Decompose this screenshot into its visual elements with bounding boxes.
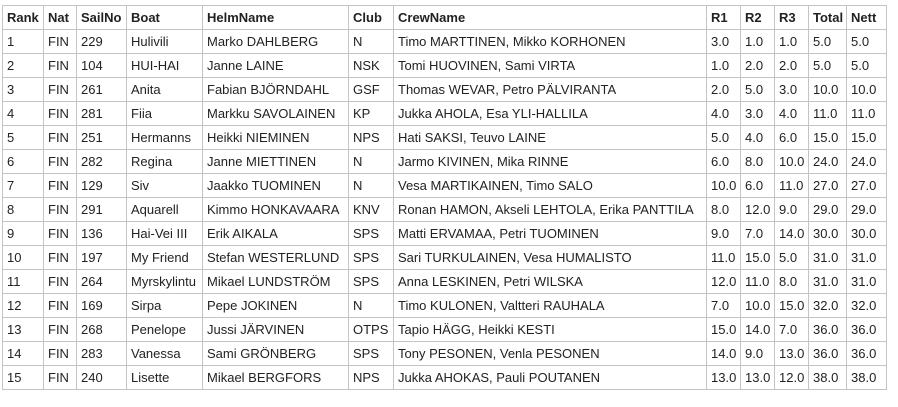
cell-total: 30.0	[809, 222, 847, 246]
cell-rank: 10	[3, 246, 44, 270]
cell-rank: 3	[3, 78, 44, 102]
results-table-container	[2, 5, 887, 390]
cell-r1: 10.0	[707, 174, 741, 198]
cell-r1: 1.0	[707, 54, 741, 78]
cell-sailno: 261	[77, 78, 127, 102]
cell-total: 15.0	[809, 126, 847, 150]
cell-r1: 2.0	[707, 78, 741, 102]
cell-r2: 4.0	[741, 126, 775, 150]
cell-helm-name: Pepe JOKINEN	[203, 294, 349, 318]
column-header-r2: R2	[741, 6, 775, 30]
table-row	[3, 126, 887, 150]
cell-rank: 6	[3, 150, 44, 174]
cell-sailno: 282	[77, 150, 127, 174]
cell-nett: 38.0	[847, 366, 887, 390]
cell-boat: My Friend	[127, 246, 203, 270]
cell-r2: 10.0	[741, 294, 775, 318]
table-row	[3, 342, 887, 366]
column-header-r3: R3	[775, 6, 809, 30]
table-row	[3, 102, 887, 126]
cell-boat: Regina	[127, 150, 203, 174]
cell-nett: 24.0	[847, 150, 887, 174]
cell-rank: 7	[3, 174, 44, 198]
cell-rank: 14	[3, 342, 44, 366]
column-header-crew-name: CrewName	[394, 6, 707, 30]
cell-crew-name: Timo MARTTINEN, Mikko KORHONEN	[394, 30, 707, 54]
cell-nat: FIN	[44, 270, 77, 294]
cell-sailno: 104	[77, 54, 127, 78]
cell-club: NSK	[349, 54, 394, 78]
table-row	[3, 318, 887, 342]
cell-helm-name: Janne LAINE	[203, 54, 349, 78]
cell-r1: 6.0	[707, 150, 741, 174]
cell-r3: 15.0	[775, 294, 809, 318]
cell-boat: Vanessa	[127, 342, 203, 366]
cell-boat: Myrskylintu	[127, 270, 203, 294]
cell-nett: 30.0	[847, 222, 887, 246]
cell-r2: 9.0	[741, 342, 775, 366]
cell-boat: Hai-Vei III	[127, 222, 203, 246]
cell-crew-name: Thomas WEVAR, Petro PÄLVIRANTA	[394, 78, 707, 102]
cell-total: 32.0	[809, 294, 847, 318]
cell-r2: 6.0	[741, 174, 775, 198]
cell-nett: 36.0	[847, 318, 887, 342]
cell-helm-name: Jaakko TUOMINEN	[203, 174, 349, 198]
table-row	[3, 30, 887, 54]
cell-rank: 1	[3, 30, 44, 54]
cell-nett: 31.0	[847, 246, 887, 270]
table-body	[3, 30, 887, 390]
cell-helm-name: Mikael LUNDSTRÖM	[203, 270, 349, 294]
cell-crew-name: Ronan HAMON, Akseli LEHTOLA, Erika PANTTILA	[394, 198, 707, 222]
cell-crew-name: Tomi HUOVINEN, Sami VIRTA	[394, 54, 707, 78]
table-row	[3, 78, 887, 102]
cell-rank: 11	[3, 270, 44, 294]
cell-helm-name: Markku SAVOLAINEN	[203, 102, 349, 126]
cell-helm-name: Sami GRÖNBERG	[203, 342, 349, 366]
cell-helm-name: Erik AIKALA	[203, 222, 349, 246]
cell-nat: FIN	[44, 126, 77, 150]
cell-nat: FIN	[44, 30, 77, 54]
cell-r1: 8.0	[707, 198, 741, 222]
cell-sailno: 268	[77, 318, 127, 342]
cell-crew-name: Matti ERVAMAA, Petri TUOMINEN	[394, 222, 707, 246]
column-header-boat: Boat	[127, 6, 203, 30]
cell-club: NPS	[349, 126, 394, 150]
cell-r2: 14.0	[741, 318, 775, 342]
cell-total: 5.0	[809, 54, 847, 78]
cell-nat: FIN	[44, 78, 77, 102]
cell-r3: 11.0	[775, 174, 809, 198]
table-row	[3, 174, 887, 198]
cell-sailno: 197	[77, 246, 127, 270]
cell-r1: 9.0	[707, 222, 741, 246]
cell-r3: 8.0	[775, 270, 809, 294]
cell-rank: 2	[3, 54, 44, 78]
cell-rank: 4	[3, 102, 44, 126]
cell-r3: 13.0	[775, 342, 809, 366]
cell-club: N	[349, 150, 394, 174]
cell-r2: 8.0	[741, 150, 775, 174]
column-header-total: Total	[809, 6, 847, 30]
cell-club: SPS	[349, 246, 394, 270]
cell-crew-name: Sari TURKULAINEN, Vesa HUMALISTO	[394, 246, 707, 270]
cell-total: 11.0	[809, 102, 847, 126]
cell-club: NPS	[349, 366, 394, 390]
cell-r1: 7.0	[707, 294, 741, 318]
cell-total: 31.0	[809, 270, 847, 294]
cell-crew-name: Tony PESONEN, Venla PESONEN	[394, 342, 707, 366]
cell-nat: FIN	[44, 102, 77, 126]
cell-boat: Sirpa	[127, 294, 203, 318]
cell-helm-name: Janne MIETTINEN	[203, 150, 349, 174]
cell-boat: Siv	[127, 174, 203, 198]
cell-nett: 15.0	[847, 126, 887, 150]
cell-crew-name: Jarmo KIVINEN, Mika RINNE	[394, 150, 707, 174]
cell-r1: 11.0	[707, 246, 741, 270]
cell-r1: 15.0	[707, 318, 741, 342]
table-row	[3, 222, 887, 246]
cell-nat: FIN	[44, 174, 77, 198]
cell-helm-name: Mikael BERGFORS	[203, 366, 349, 390]
cell-r2: 11.0	[741, 270, 775, 294]
cell-sailno: 169	[77, 294, 127, 318]
cell-crew-name: Tapio HÄGG, Heikki KESTI	[394, 318, 707, 342]
table-row	[3, 366, 887, 390]
cell-r1: 4.0	[707, 102, 741, 126]
cell-nat: FIN	[44, 294, 77, 318]
cell-boat: Anita	[127, 78, 203, 102]
cell-r3: 10.0	[775, 150, 809, 174]
cell-r2: 3.0	[741, 102, 775, 126]
cell-r2: 12.0	[741, 198, 775, 222]
cell-total: 29.0	[809, 198, 847, 222]
cell-total: 5.0	[809, 30, 847, 54]
cell-nett: 27.0	[847, 174, 887, 198]
cell-club: GSF	[349, 78, 394, 102]
cell-r1: 12.0	[707, 270, 741, 294]
cell-r3: 12.0	[775, 366, 809, 390]
cell-helm-name: Jussi JÄRVINEN	[203, 318, 349, 342]
cell-boat: Hulivili	[127, 30, 203, 54]
cell-club: SPS	[349, 270, 394, 294]
cell-club: KNV	[349, 198, 394, 222]
cell-nett: 29.0	[847, 198, 887, 222]
column-header-r1: R1	[707, 6, 741, 30]
table-row	[3, 246, 887, 270]
cell-nat: FIN	[44, 366, 77, 390]
cell-r1: 5.0	[707, 126, 741, 150]
cell-club: SPS	[349, 222, 394, 246]
cell-sailno: 229	[77, 30, 127, 54]
cell-r3: 3.0	[775, 78, 809, 102]
cell-nat: FIN	[44, 222, 77, 246]
column-header-helm-name: HelmName	[203, 6, 349, 30]
cell-r3: 9.0	[775, 198, 809, 222]
cell-boat: Penelope	[127, 318, 203, 342]
results-table	[2, 5, 887, 390]
cell-nett: 11.0	[847, 102, 887, 126]
cell-total: 27.0	[809, 174, 847, 198]
column-header-nat: Nat	[44, 6, 77, 30]
cell-sailno: 251	[77, 126, 127, 150]
column-header-rank: Rank	[3, 6, 44, 30]
cell-nat: FIN	[44, 342, 77, 366]
cell-boat: HUI-HAI	[127, 54, 203, 78]
cell-boat: Lisette	[127, 366, 203, 390]
column-header-nett: Nett	[847, 6, 887, 30]
cell-crew-name: Vesa MARTIKAINEN, Timo SALO	[394, 174, 707, 198]
cell-rank: 5	[3, 126, 44, 150]
cell-crew-name: Jukka AHOLA, Esa YLI-HALLILA	[394, 102, 707, 126]
cell-r1: 3.0	[707, 30, 741, 54]
cell-nett: 5.0	[847, 30, 887, 54]
column-header-sailno: SailNo	[77, 6, 127, 30]
cell-nett: 10.0	[847, 78, 887, 102]
cell-nat: FIN	[44, 150, 77, 174]
cell-total: 10.0	[809, 78, 847, 102]
cell-r2: 7.0	[741, 222, 775, 246]
cell-rank: 8	[3, 198, 44, 222]
cell-total: 36.0	[809, 318, 847, 342]
cell-r3: 14.0	[775, 222, 809, 246]
table-row	[3, 150, 887, 174]
cell-nat: FIN	[44, 54, 77, 78]
cell-helm-name: Fabian BJÖRNDAHL	[203, 78, 349, 102]
cell-r2: 13.0	[741, 366, 775, 390]
cell-club: SPS	[349, 342, 394, 366]
cell-total: 24.0	[809, 150, 847, 174]
cell-club: N	[349, 30, 394, 54]
cell-club: OTPS	[349, 318, 394, 342]
cell-r3: 6.0	[775, 126, 809, 150]
cell-nat: FIN	[44, 318, 77, 342]
cell-nett: 32.0	[847, 294, 887, 318]
cell-helm-name: Heikki NIEMINEN	[203, 126, 349, 150]
cell-helm-name: Kimmo HONKAVAARA	[203, 198, 349, 222]
cell-sailno: 291	[77, 198, 127, 222]
cell-nett: 31.0	[847, 270, 887, 294]
cell-rank: 12	[3, 294, 44, 318]
cell-boat: Aquarell	[127, 198, 203, 222]
cell-r3: 7.0	[775, 318, 809, 342]
cell-nat: FIN	[44, 246, 77, 270]
cell-boat: Fiia	[127, 102, 203, 126]
cell-helm-name: Stefan WESTERLUND	[203, 246, 349, 270]
cell-sailno: 240	[77, 366, 127, 390]
cell-club: N	[349, 294, 394, 318]
column-header-club: Club	[349, 6, 394, 30]
cell-club: KP	[349, 102, 394, 126]
cell-helm-name: Marko DAHLBERG	[203, 30, 349, 54]
table-row	[3, 198, 887, 222]
cell-sailno: 281	[77, 102, 127, 126]
cell-crew-name: Hati SAKSI, Teuvo LAINE	[394, 126, 707, 150]
cell-sailno: 136	[77, 222, 127, 246]
table-row	[3, 294, 887, 318]
table-row	[3, 270, 887, 294]
cell-r2: 15.0	[741, 246, 775, 270]
cell-r2: 1.0	[741, 30, 775, 54]
cell-sailno: 283	[77, 342, 127, 366]
cell-r2: 5.0	[741, 78, 775, 102]
cell-r2: 2.0	[741, 54, 775, 78]
header-row	[3, 6, 887, 30]
cell-sailno: 129	[77, 174, 127, 198]
cell-r3: 2.0	[775, 54, 809, 78]
cell-r1: 14.0	[707, 342, 741, 366]
cell-nat: FIN	[44, 198, 77, 222]
cell-sailno: 264	[77, 270, 127, 294]
cell-rank: 15	[3, 366, 44, 390]
cell-club: N	[349, 174, 394, 198]
table-row	[3, 54, 887, 78]
cell-total: 31.0	[809, 246, 847, 270]
cell-r3: 1.0	[775, 30, 809, 54]
cell-rank: 9	[3, 222, 44, 246]
cell-total: 36.0	[809, 342, 847, 366]
cell-crew-name: Jukka AHOKAS, Pauli POUTANEN	[394, 366, 707, 390]
cell-rank: 13	[3, 318, 44, 342]
cell-r1: 13.0	[707, 366, 741, 390]
cell-nett: 5.0	[847, 54, 887, 78]
cell-r3: 4.0	[775, 102, 809, 126]
cell-boat: Hermanns	[127, 126, 203, 150]
cell-crew-name: Anna LESKINEN, Petri WILSKA	[394, 270, 707, 294]
cell-r3: 5.0	[775, 246, 809, 270]
cell-nett: 36.0	[847, 342, 887, 366]
cell-total: 38.0	[809, 366, 847, 390]
cell-crew-name: Timo KULONEN, Valtteri RAUHALA	[394, 294, 707, 318]
